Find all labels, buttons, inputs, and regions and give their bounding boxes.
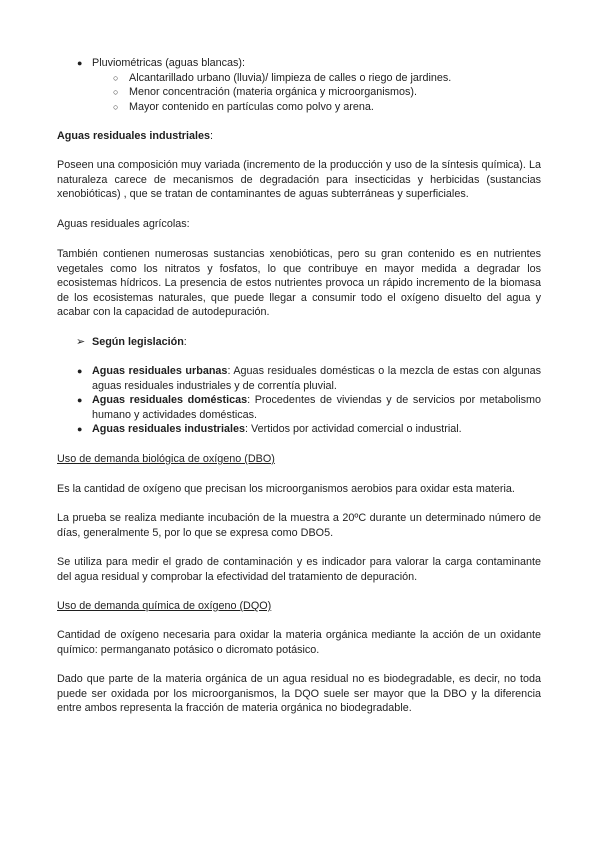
dbo-heading: Uso de demanda biológica de oxígeno (DBO) [57, 453, 275, 465]
dbo-paragraph: Se utiliza para medir el grado de contaminación y es indicador para valorar la carga contaminante del agua residual y comprobar la efectividad del tratamiento de depuración. [57, 556, 541, 583]
pluvio-label: Pluviométricas (aguas blancas): [92, 57, 246, 69]
list-item [57, 56, 541, 71]
bullet-icon: ● [77, 58, 83, 68]
bullet-icon: ● [77, 395, 83, 406]
list-item [57, 71, 541, 86]
pluvio-sub-item: Menor concentración (materia orgánica y microorganismos). [129, 86, 418, 99]
agricolas-heading: Aguas residuales agrícolas: [57, 218, 190, 230]
circle-bullet-icon: ○ [113, 72, 119, 83]
dqo-paragraph: Dado que parte de la materia orgánica de un agua residual no es biodegradable, es decir, no toda puede ser oxidada por los microorganismos, la DQO suele ser mayor que la DBO y la diferencia entre ambos representa la fracción de materia orgánica no biodegradable. [57, 673, 541, 715]
industriales-heading: Aguas residuales industriales: [57, 130, 214, 142]
bullet-icon: ● [77, 424, 83, 435]
arrow-bullet-icon: ➢ [76, 336, 86, 348]
bullet-icon: ● [77, 366, 83, 376]
pluvio-sub-item: Mayor contenido en partículas como polvo y arena. [129, 100, 374, 113]
list-item [57, 85, 541, 100]
pluvio-sub-item: Alcantarillado urbano (lluvia)/ limpieza de calles o riego de jardines. [129, 71, 452, 84]
dqo-heading: Uso de demanda química de oxígeno (DQO) [57, 600, 272, 612]
pluvio-list [57, 56, 541, 114]
dbo-paragraph: La prueba se realiza mediante incubación de la muestra a 20ºC durante un determinado número de días, generalmente 5, por lo que se expresa como DBO5. [57, 512, 541, 539]
circle-bullet-icon: ○ [113, 87, 119, 98]
agricolas-paragraph: También contienen numerosas sustancias xenobióticas, pero su gran contenido es en nutrientes vegetales como los nitratos y fosfatos, lo que contribuye en mayor medida a degradar los ecosistemas hídricos. La presencia de estos nutrientes provoca un rápido incremento de la biomasa de los ecosistemas naturales, que puede llegar a consumir todo el oxígeno disuelto del agua y acabar con la capacidad de autodepuración. [57, 248, 541, 319]
dqo-paragraph: Cantidad de oxígeno necesaria para oxidar la materia orgánica mediante la acción de un oxidante químico: permanganato potásico o dicromato potásico. [57, 629, 541, 656]
legislacion-list [57, 364, 541, 437]
circle-bullet-icon: ○ [113, 101, 119, 112]
list-item: ● Aguas residuales domésticas: Procedentes de viviendas y de servicios por metabolismo humano y actividades domésticas. [77, 394, 541, 421]
legislacion-heading: ➢ Según legislación: [76, 336, 187, 348]
list-item: ● Aguas residuales urbanas: Aguas residuales domésticas o la mezcla de estas con algunas aguas residuales industriales y de correntía pluvial. [77, 365, 541, 392]
list-item [57, 100, 541, 115]
dbo-paragraph: Es la cantidad de oxígeno que precisan los microorganismos aerobios para oxidar esta materia. [57, 483, 515, 495]
industriales-paragraph: Poseen una composición muy variada (incremento de la producción y uso de la síntesis química). La naturaleza carece de mecanismos de degradación para insecticidas y herbicidas (sustancias xenobióticas) , que se tratan de contaminantes de aguas subterráneas y superficiales. [57, 159, 541, 201]
list-item: ● Aguas residuales industriales: Vertidos por actividad comercial o industrial. [77, 423, 462, 436]
